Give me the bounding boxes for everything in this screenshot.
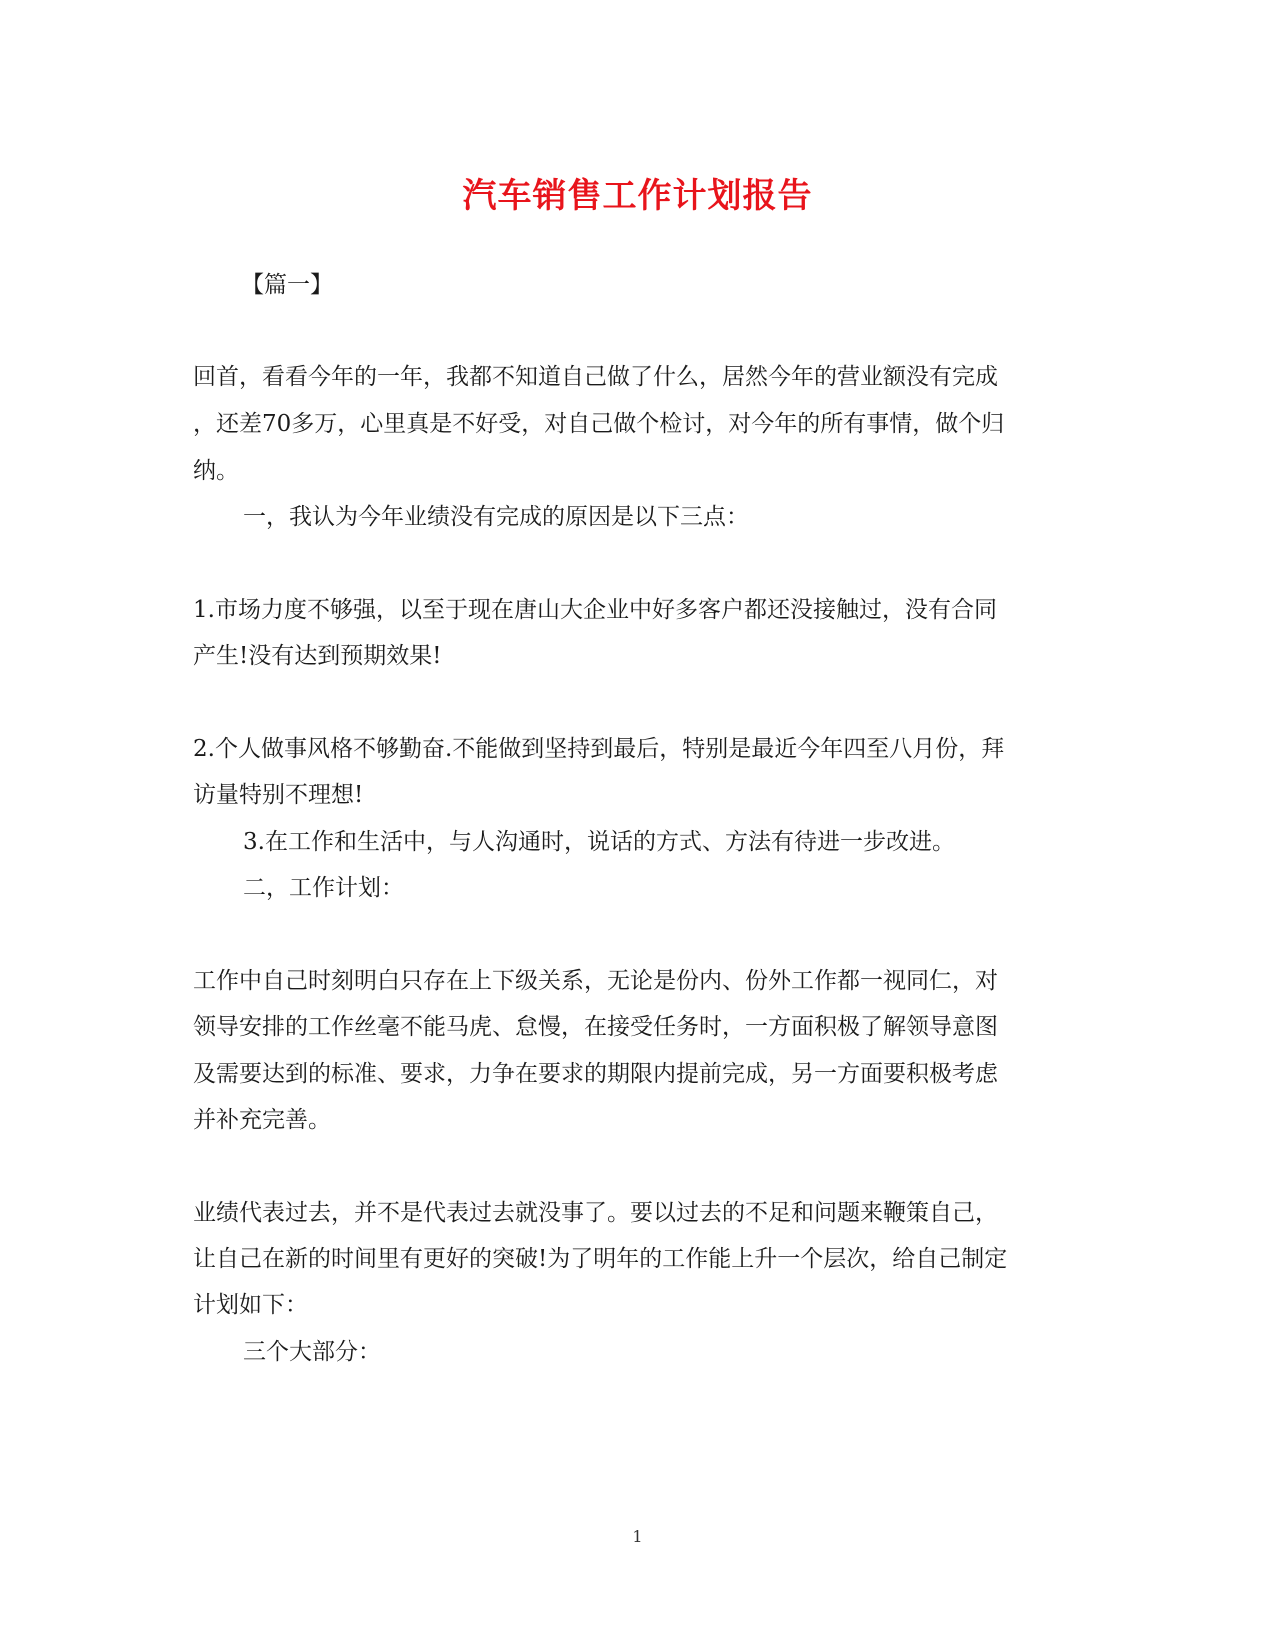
paragraph-line: 访量特别不理想! <box>193 782 364 808</box>
page-number: 1 <box>632 1527 643 1546</box>
paragraph-line: 2.个人做事风格不够勤奋.不能做到坚持到最后，特别是最近今年四至八月份，拜 <box>193 736 1005 762</box>
page-title: 汽车销售工作计划报告 <box>462 176 813 216</box>
paragraph-line: ，还差70多万，心里真是不好受，对自己做个检讨，对今年的所有事情，做个归 <box>193 411 1005 437</box>
paragraph-line: 二，工作计划： <box>243 875 404 901</box>
paragraph-line: 纳。 <box>193 458 239 484</box>
paragraph-line: 3.在工作和生活中，与人沟通时，说话的方式、方法有待进一步改进。 <box>243 829 955 855</box>
section-tag: 【篇一】 <box>241 272 333 298</box>
paragraph-line: 一，我认为今年业绩没有完成的原因是以下三点： <box>243 504 749 530</box>
paragraph-line: 计划如下： <box>193 1292 308 1318</box>
paragraph-line: 1.市场力度不够强，以至于现在唐山大企业中好多客户都还没接触过，没有合同 <box>193 597 997 623</box>
paragraph-line: 并补充完善。 <box>193 1107 331 1133</box>
paragraph-line: 业绩代表过去，并不是代表过去就没事了。要以过去的不足和问题来鞭策自己， <box>193 1200 998 1226</box>
paragraph-line: 回首，看看今年的一年，我都不知道自己做了什么，居然今年的营业额没有完成 <box>193 364 998 390</box>
paragraph-line: 让自己在新的时间里有更好的突破!为了明年的工作能上升一个层次，给自己制定 <box>193 1246 1008 1272</box>
paragraph-line: 及需要达到的标准、要求，力争在要求的期限内提前完成，另一方面要积极考虑 <box>193 1061 998 1087</box>
paragraph-line: 产生!没有达到预期效果! <box>193 643 442 669</box>
paragraph-line: 三个大部分： <box>243 1339 381 1365</box>
paragraph-line: 领导安排的工作丝毫不能马虎、怠慢，在接受任务时，一方面积极了解领导意图 <box>193 1014 998 1040</box>
paragraph-line: 工作中自己时刻明白只存在上下级关系，无论是份内、份外工作都一视同仁，对 <box>193 968 998 994</box>
